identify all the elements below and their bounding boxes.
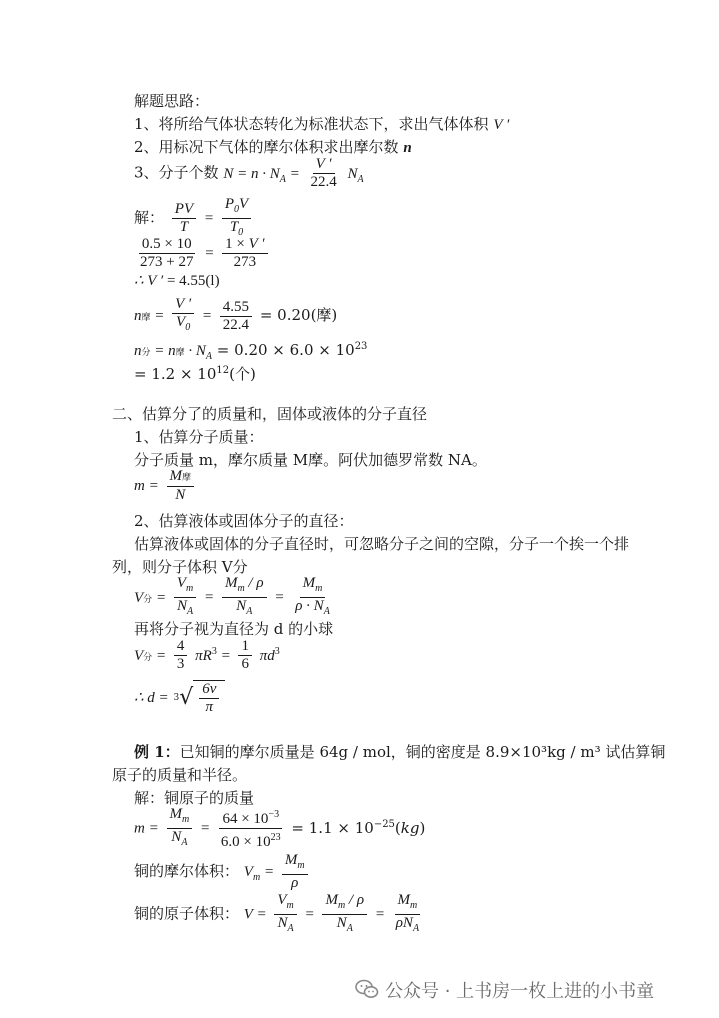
approach-title: 解题思路： xyxy=(134,92,210,110)
sub-1-desc: 分子质量 m，摩尔质量 M摩。阿伏加德罗常数 NA。 xyxy=(134,451,487,469)
step-2: 2、用标况下气体的摩尔体积求出摩尔数 n xyxy=(134,138,412,156)
volume-result: ∴ V ′ = 4.55(l) xyxy=(134,273,220,289)
section-2-title: 二、估算分了的质量和，固体或液体的分子直径 xyxy=(112,405,428,423)
sub-2-desc-1: 估算液体或固体的分子直径时，可忽略分子之间的空隙，分子一个挨一个排 xyxy=(134,535,630,553)
example-1-line-2: 原子的质量和半径。 xyxy=(112,766,248,784)
count-result: = $1.2 \times 10^{12}$(个) xyxy=(134,365,256,383)
sub-2-desc-2: 列，则分子体积 V分 xyxy=(112,558,248,576)
count-calc: n分 = n摩 · $N_A = 0.20 \times 6.0 \times 10^{23}$ xyxy=(134,341,368,362)
sub-1-title: 1、估算分子质量： xyxy=(134,428,264,446)
example-1-line-1: 例 1：已知铜的摩尔质量是 64g / mol，铜的密度是 8.9×10³kg / m³ 试估算铜 xyxy=(134,743,666,761)
step-3: 3、分子个数 $N = n \cdot N_A$ = $\frac{V '}{22.4}$ $N_A$ xyxy=(134,156,364,190)
sphere-desc: 再将分子视为直径为 d 的小球 xyxy=(134,620,334,638)
step-1: 1、将所给气体状态转化为标准状态下，求出气体体积 V ′ xyxy=(134,115,510,133)
diameter-formula: ∴ d = 3 √ $\frac{6v}{\pi}$ xyxy=(134,680,225,716)
atom-mass-calc: m = $\frac{M_m}{N_A}$ = $\frac{64 \times 10^{-3}}{6.0 \times 10^{23}}$ = $1.1 \times 10^{-25}(kg)$ xyxy=(134,806,426,850)
mass-formula: m = $\frac{\text{M摩}}{N}$ xyxy=(134,468,197,504)
atom-volume: 铜的原子体积： V = $\frac{V_m}{N_A}$ = $\frac{M_m / \rho}{N_A}$ = $\frac{M_m}{\rho N_A}$ xyxy=(134,892,420,934)
substituted-equation: $\frac{0.5 \times 10}{273 + 27}$ = $\frac{1 \times V '}{273}$ xyxy=(134,236,271,271)
sphere-formula: V分 = $\frac{4}{3}$ $\pi R^3$ = $\frac{1}{6}$ $\pi d^3$ xyxy=(134,638,280,672)
moles-calc: n摩 = $\frac{V '}{V_0}$ = $\frac{4.55}{22.4}$ = 0.20(摩) xyxy=(134,296,338,333)
gas-equation: 解： $\frac{PV}{T}$ = $\frac{P_0V}{T_0}$ xyxy=(134,196,254,241)
watermark-text: 公众号 · 上书房一枚上进的小书童 xyxy=(385,981,655,1002)
example-solution: 解：铜原子的质量 xyxy=(134,789,255,807)
molar-volume: 铜的摩尔体积： $V_m$ = $\frac{M_m}{\rho}$ xyxy=(134,852,311,892)
sub-2-title: 2、估算液体或固体分子的直径： xyxy=(134,512,354,530)
wechat-icon xyxy=(355,978,379,1000)
volume-formula: V分 = $\frac{V_m}{N_A}$ = $\frac{M_m / \rho}{N_A}$ = $\frac{M_m}{\rho \cdot N_A}$ xyxy=(134,575,330,617)
